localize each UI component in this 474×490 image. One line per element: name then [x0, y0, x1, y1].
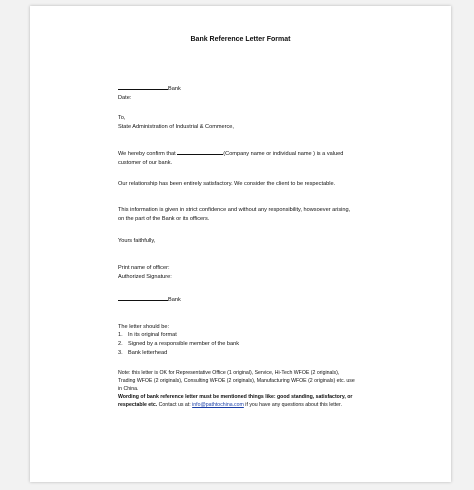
relationship-paragraph: Our relationship has been entirely satisfactory. We consider the client to be respectable. — [118, 180, 336, 187]
date-line: Date: — [118, 94, 132, 101]
requirements-heading: The letter should be: — [118, 323, 169, 330]
confidence-line-2: on the part of the Bank or its officers. — [118, 215, 210, 222]
contact-prefix: Contact us at: — [158, 402, 191, 409]
requirements-list — [118, 331, 388, 357]
list-item: 3. Bank letterhead — [118, 349, 168, 356]
note-line-2: Trading WFOE (2 originals), Consulting WFOE (2 originals), Manufacturing WFOE (2 originals) etc. use — [118, 378, 355, 385]
note-bold-line-1: Wording of bank reference letter must be mentioned things like: good standing, satisfactory, or — [118, 394, 353, 401]
document-title: Bank Reference Letter Format — [190, 36, 291, 43]
note-contact-line — [118, 401, 388, 409]
list-item: 1. In its original format — [118, 332, 177, 339]
confirm-line-2: customer of our bank. — [118, 159, 173, 166]
bank-name-line — [118, 84, 388, 94]
recipient-line: State Administration of Industrial & Commerce, — [118, 123, 234, 130]
closing-line: Yours faithfully, — [118, 238, 156, 245]
confidence-line-1: This information is given in strict confidence and without any responsibility, howsoever arising, — [118, 207, 351, 214]
signature-bank-line — [118, 295, 388, 305]
confirm-prefix: We hereby confirm that — [118, 151, 176, 158]
note-line-3: in China. — [118, 386, 139, 393]
confirm-suffix: (Company name or individual name ) is a valued — [223, 151, 344, 158]
bank-suffix: Bank — [168, 86, 181, 92]
signature-bank-suffix: Bank — [168, 297, 181, 304]
letter-body — [118, 84, 388, 409]
contact-suffix: if you have any questions about this letter. — [245, 402, 342, 409]
note-line-1: Note: this letter is OK for Representative Office (1 original), Service, Hi-Tech WFOE (2 originals), — [118, 370, 340, 377]
print-name-line: Print name of officer: — [118, 264, 170, 271]
email-link[interactable]: info@pathtochina.com — [192, 402, 244, 409]
company-name-blank — [177, 149, 223, 155]
note-section — [118, 369, 388, 409]
signature-bank-blank — [118, 295, 168, 301]
bank-name-blank — [118, 84, 168, 90]
to-line: To, — [118, 115, 126, 122]
list-item: 2. Signed by a responsible member of the bank — [118, 340, 240, 347]
note-bold-line-2: respectable etc. — [118, 402, 158, 409]
confirm-line — [118, 149, 388, 159]
authorized-signature-line: Authorized Signature: — [118, 273, 172, 280]
document-page — [30, 6, 451, 482]
